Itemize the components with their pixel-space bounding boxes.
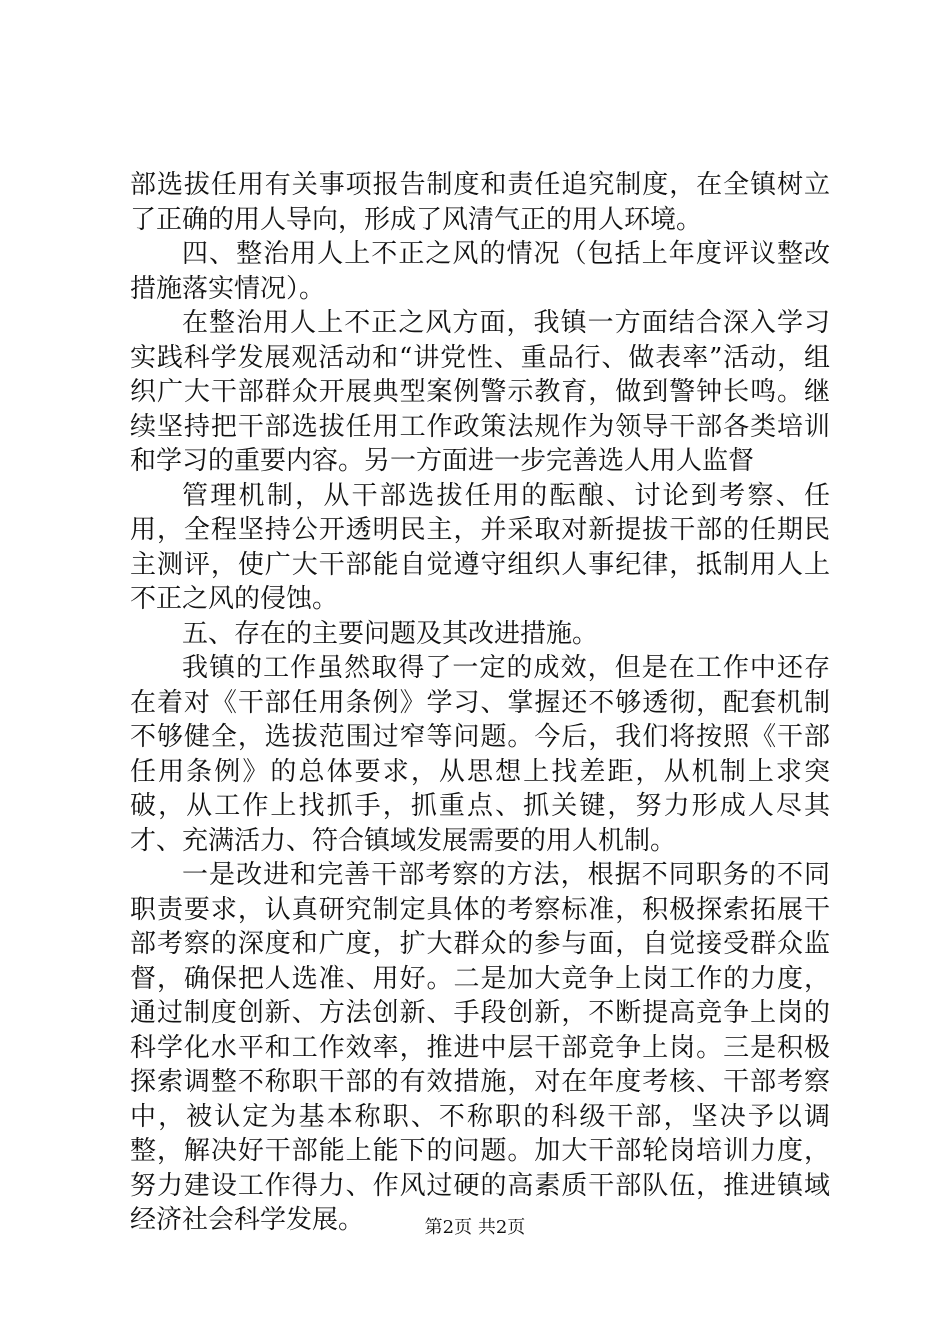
document-body — [130, 168, 830, 1238]
paragraph: 在整治用人上不正之风方面，我镇一方面结合深入学习实践科学发展观活动和“讲党性、重品行、做表率”活动，组织广大干部群众开展典型案例警示教育，做到警钟长鸣。继续坚持把干部选拔任用工作政策法规作为领导干部各类培训和学习的重要内容。另一方面进一步完善选人用人监督 — [130, 308, 830, 476]
section-heading: 五、存在的主要问题及其改进措施。 — [182, 618, 599, 649]
paragraph: 部选拔任用有关事项报告制度和责任追究制度，在全镇树立了正确的用人导向，形成了风清气正的用人环境。 — [130, 170, 830, 235]
paragraph: 一是改进和完善干部考察的方法，根据不同职务的不同职责要求，认真研究制定具体的考察标准，积极探索拓展干部考察的深度和广度，扩大群众的参与面，自觉接受群众监督，确保把人选准、用好。二是加大竞争上岗工作的力度，通过制度创新、方法创新、手段创新，不断提高竞争上岗的科学化水平和工作效率，推进中层干部竞争上岗。三是积极探索调整不称职干部的有效措施，对在年度考核、干部考察中，被认定为基本称职、不称职的科级干部，坚决予以调整，解决好干部能上能下的问题。加大干部轮岗培训力度，努力建设工作得力、作风过硬的高素质干部队伍，推进镇域经济社会科学发展。 — [130, 860, 830, 1235]
paragraph: 我镇的工作虽然取得了一定的成效，但是在工作中还存在着对《干部任用条例》学习、掌握还不够透彻，配套机制不够健全，选拔范围过窄等问题。今后，我们将按照《干部任用条例》的总体要求，从思想上找差距，从机制上求突破，从工作上找抓手，抓重点、抓关键，努力形成人尽其才、充满活力、符合镇域发展需要的用人机制。 — [130, 653, 830, 856]
section-heading: 四、整治用人上不正之风的情况（包括上年度评议整改措施落实情况）。 — [130, 239, 830, 304]
page-number: 第2页 共2页 — [424, 1217, 526, 1238]
paragraph: 管理机制，从干部选拔任用的酝酿、讨论到考察、任用，全程坚持公开透明民主，并采取对新提拔干部的任期民主测评，使广大干部能自觉遵守组织人事纪律，抵制用人上不正之风的侵蚀。 — [130, 480, 830, 614]
